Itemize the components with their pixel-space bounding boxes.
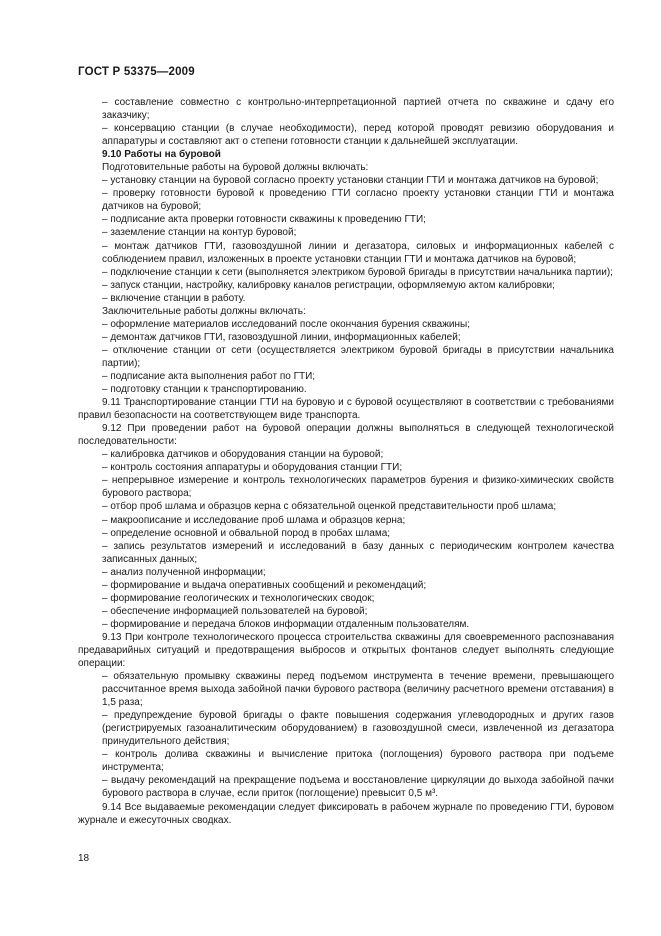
list-item: – оформление материалов исследований после окончания бурения скважины;	[102, 318, 470, 330]
list-item: – обеспечение информацией пользователей на буровой;	[102, 605, 368, 617]
list-item: – калибровка датчиков и оборудования станции на буровой;	[102, 449, 384, 461]
list-item: – предупреждение буровой бригады о факте повышения содержания углеводородных и других газов (регистрируемых газоаналитическим оборудованием) в газовоздушной смеси, извлеченной из дегазатора принудительного действия;	[102, 710, 614, 748]
document-body	[78, 96, 614, 827]
list-item: – установку станции на буровой согласно проекту установки станции ГТИ и монтажа датчиков на буровой;	[102, 175, 599, 187]
list-item: – включение станции в работу.	[102, 292, 246, 304]
paragraph: 9.14 Все выдаваемые рекомендации следует фиксировать в рабочем журнале по проведению ГТИ, буровом журнале и ежесуточных сводках.	[78, 801, 614, 826]
list-item: – консервацию станции (в случае необходимости), перед которой проводят ревизию оборудования и аппаратуры и составляют акт о степени готовности станции к дальнейшей эксплуатации.	[102, 123, 614, 148]
section-heading: 9.10 Работы на буровой	[102, 149, 221, 161]
list-item: – демонтаж датчиков ГТИ, газовоздушной линии, информационных кабелей;	[102, 331, 461, 343]
paragraph: 9.12 При проведении работ на буровой операции должны выполняться в следующей технологической последовательности:	[78, 423, 614, 448]
page-number: 18	[78, 853, 90, 864]
list-item: – монтаж датчиков ГТИ, газовоздушной линии и дегазатора, силовых и информационных кабелей с соблюдением правил, изложенных в проекте установки станции ГТИ и монтажа датчиков на буровой;	[102, 240, 614, 265]
list-item: – анализ полученной информации;	[102, 566, 266, 578]
list-item: – контроль состояния аппаратуры и оборудования станции ГТИ;	[102, 462, 403, 474]
list-item: – подписание акта выполнения работ по ГТИ;	[102, 370, 316, 382]
list-item: – непрерывное измерение и контроль технологических параметров бурения и физико-химических свойств бурового раствора;	[102, 475, 614, 500]
list-item: – макроописание и исследование проб шлама и образцов керна;	[102, 514, 406, 526]
list-item: – определение основной и обвальной пород в пробах шлама;	[102, 527, 391, 539]
paragraph: 9.13 При контроле технологического процесса строительства скважины для своевременного распознавания предаварийных ситуаций и предотвращения выбросов и открытых фонтанов следует выполнять следующие операции:	[78, 631, 614, 670]
list-item: – запись результатов измерений и исследований в базу данных с периодическим контролем качества записанных данных;	[102, 540, 614, 565]
list-item: – проверку готовности буровой к проведению ГТИ согласно проекту установки станции ГТИ и монтажа датчиков на буровой;	[102, 188, 614, 213]
list-item: – формирование и передача блоков информации отдаленным пользователям.	[102, 618, 470, 630]
list-item: – заземление станции на контур буровой;	[102, 227, 297, 239]
list-item: – выдачу рекомендаций на прекращение подъема и восстановление циркуляции до выхода забойной пачки бурового раствора в случае, если приток (поглощение) превысит 0,5 м³.	[102, 775, 614, 800]
paragraph: 9.11 Транспортирование станции ГТИ на буровую и с буровой осуществляют в соответствии с требованиями правил безопасности на соответствующем виде транспорта.	[78, 397, 614, 422]
list-item: – отбор проб шлама и образцов керна с обязательной оценкой представительности проб шлама;	[102, 501, 557, 513]
document-code: ГОСТ Р 53375—2009	[78, 66, 195, 78]
list-item: – формирование и выдача оперативных сообщений и рекомендаций;	[102, 579, 427, 591]
paragraph: Подготовительные работы на буровой должны включать:	[102, 162, 369, 174]
list-item: – запуск станции, настройку, калибровку каналов регистрации, оформляемую актом калибровки;	[102, 279, 555, 291]
list-item: – отключение станции от сети (осуществляется электриком буровой бригады в присутствии начальника партии);	[102, 344, 614, 369]
list-item: – контроль долива скважины и вычисление притока (поглощения) бурового раствора при подъеме инструмента;	[102, 749, 614, 774]
list-item: – подготовку станции к транспортированию.	[102, 384, 307, 396]
list-item: – подключение станции к сети (выполняется электриком буровой бригады в присутствии начальника партии);	[102, 266, 613, 278]
list-item: – формирование геологических и технологических сводок;	[102, 592, 375, 604]
list-item: – обязательную промывку скважины перед подъемом инструмента в течение времени, превышающего рассчитанное время выхода забойной пачки бурового раствора (величину расчетного времени отставания) в 1,5 раза;	[102, 671, 614, 709]
list-item: – составление совместно с контрольно-интерпретационной партией отчета по скважине и сдачу его заказчику;	[102, 97, 614, 122]
paragraph: Заключительные работы должны включать:	[102, 305, 306, 317]
list-item: – подписание акта проверки готовности скважины к проведению ГТИ;	[102, 214, 426, 226]
